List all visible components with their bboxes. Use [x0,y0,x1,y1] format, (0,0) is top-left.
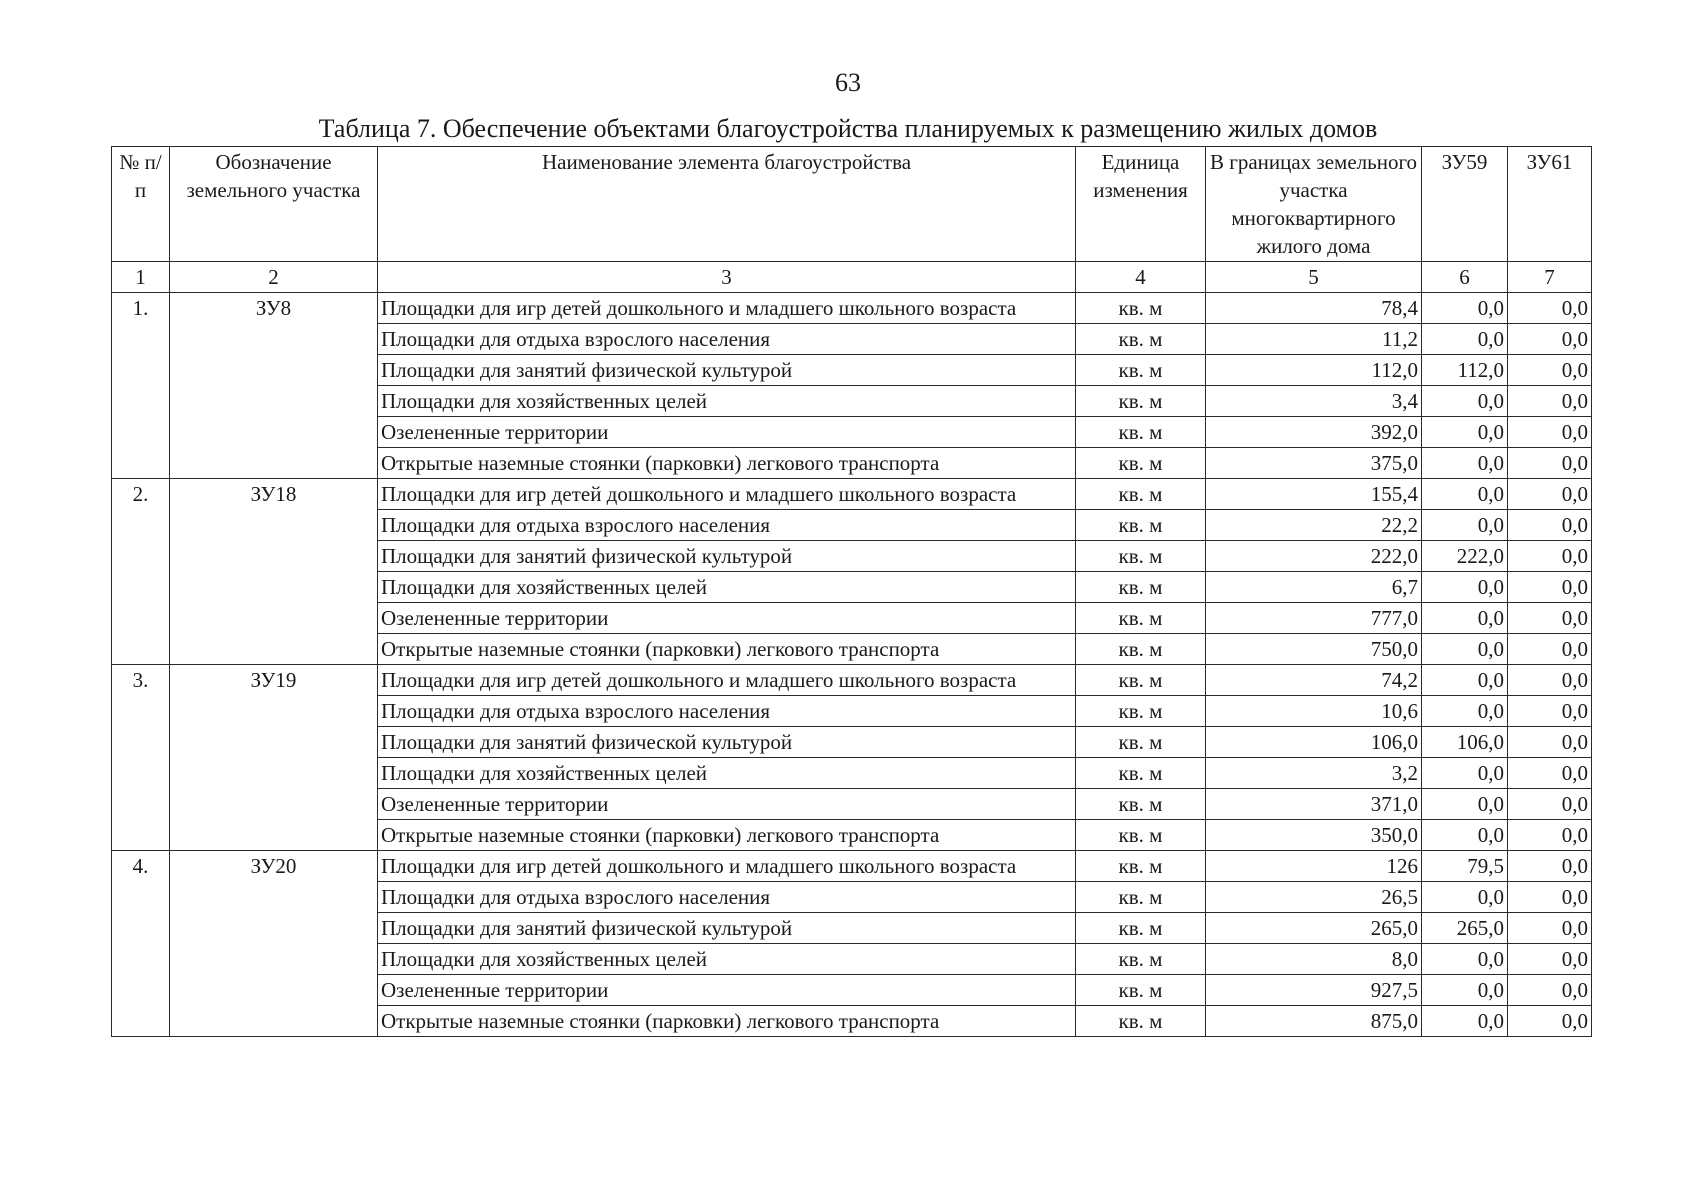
page-number: 63 [835,68,861,97]
value-zu61: 0,0 [1508,696,1592,727]
value-zu59: 265,0 [1422,913,1508,944]
value-zu61: 0,0 [1508,882,1592,913]
value-zu59: 0,0 [1422,634,1508,665]
value-within: 22,2 [1206,510,1422,541]
column-number: 7 [1508,262,1592,293]
value-within: 74,2 [1206,665,1422,696]
value-zu59: 0,0 [1422,789,1508,820]
value-zu61: 0,0 [1508,510,1592,541]
unit-cell: кв. м [1076,479,1206,510]
element-name: Открытые наземные стоянки (парковки) легкового транспорта [378,448,1076,479]
row-number: 1. [112,293,170,479]
value-within: 78,4 [1206,293,1422,324]
element-name: Площадки для отдыха взрослого населения [378,324,1076,355]
plot-designation: ЗУ19 [170,665,378,851]
plot-designation: ЗУ18 [170,479,378,665]
header-element: Наименование элемента благоустройства [378,147,1076,262]
element-name: Площадки для занятий физической культурой [378,541,1076,572]
value-zu61: 0,0 [1508,758,1592,789]
value-zu59: 106,0 [1422,727,1508,758]
value-within: 112,0 [1206,355,1422,386]
value-within: 371,0 [1206,789,1422,820]
unit-cell: кв. м [1076,851,1206,882]
value-within: 392,0 [1206,417,1422,448]
value-within: 375,0 [1206,448,1422,479]
header-unit: Единица изменения [1076,147,1206,262]
value-within: 875,0 [1206,1006,1422,1037]
element-name: Озелененные территории [378,789,1076,820]
unit-cell: кв. м [1076,944,1206,975]
column-number: 1 [112,262,170,293]
value-zu61: 0,0 [1508,324,1592,355]
unit-cell: кв. м [1076,510,1206,541]
row-number: 2. [112,479,170,665]
column-number: 6 [1422,262,1508,293]
value-zu61: 0,0 [1508,789,1592,820]
header-row [112,147,1592,262]
element-name: Открытые наземные стоянки (парковки) легкового транспорта [378,634,1076,665]
value-zu59: 0,0 [1422,944,1508,975]
element-name: Площадки для занятий физической культурой [378,913,1076,944]
column-number: 2 [170,262,378,293]
value-within: 777,0 [1206,603,1422,634]
value-zu59: 222,0 [1422,541,1508,572]
column-number-row [112,262,1592,293]
element-name: Площадки для хозяйственных целей [378,944,1076,975]
value-zu61: 0,0 [1508,727,1592,758]
value-zu61: 0,0 [1508,355,1592,386]
value-within: 10,6 [1206,696,1422,727]
element-name: Площадки для занятий физической культурой [378,355,1076,386]
unit-cell: кв. м [1076,913,1206,944]
header-no: № п/п [112,147,170,262]
value-zu59: 0,0 [1422,820,1508,851]
value-zu59: 112,0 [1422,355,1508,386]
element-name: Озелененные территории [378,603,1076,634]
unit-cell: кв. м [1076,665,1206,696]
unit-cell: кв. м [1076,355,1206,386]
unit-cell: кв. м [1076,820,1206,851]
value-zu59: 0,0 [1422,417,1508,448]
value-within: 222,0 [1206,541,1422,572]
value-zu59: 0,0 [1422,758,1508,789]
element-name: Площадки для хозяйственных целей [378,572,1076,603]
improvement-table [111,146,1592,1037]
element-name: Площадки для отдыха взрослого населения [378,882,1076,913]
header-zu61: ЗУ61 [1508,147,1592,262]
row-number: 3. [112,665,170,851]
unit-cell: кв. м [1076,572,1206,603]
value-within: 6,7 [1206,572,1422,603]
value-within: 3,4 [1206,386,1422,417]
unit-cell: кв. м [1076,541,1206,572]
value-zu61: 0,0 [1508,479,1592,510]
value-within: 26,5 [1206,882,1422,913]
value-zu59: 0,0 [1422,293,1508,324]
value-zu61: 0,0 [1508,603,1592,634]
value-zu59: 0,0 [1422,1006,1508,1037]
element-name: Озелененные территории [378,975,1076,1006]
value-zu59: 0,0 [1422,665,1508,696]
element-name: Площадки для хозяйственных целей [378,386,1076,417]
header-zu59: ЗУ59 [1422,147,1508,262]
unit-cell: кв. м [1076,1006,1206,1037]
element-name: Площадки для отдыха взрослого населения [378,696,1076,727]
unit-cell: кв. м [1076,293,1206,324]
unit-cell: кв. м [1076,882,1206,913]
element-name: Озелененные территории [378,417,1076,448]
value-within: 155,4 [1206,479,1422,510]
element-name: Открытые наземные стоянки (парковки) легкового транспорта [378,1006,1076,1037]
unit-cell: кв. м [1076,727,1206,758]
value-zu61: 0,0 [1508,851,1592,882]
value-zu61: 0,0 [1508,448,1592,479]
value-zu61: 0,0 [1508,386,1592,417]
header-plot: Обозначение земельного участка [170,147,378,262]
value-zu59: 0,0 [1422,603,1508,634]
value-zu61: 0,0 [1508,820,1592,851]
element-name: Площадки для игр детей дошкольного и младшего школьного возраста [378,479,1076,510]
element-name: Открытые наземные стоянки (парковки) легкового транспорта [378,820,1076,851]
value-zu59: 0,0 [1422,386,1508,417]
value-zu61: 0,0 [1508,417,1592,448]
value-zu61: 0,0 [1508,913,1592,944]
element-name: Площадки для игр детей дошкольного и младшего школьного возраста [378,293,1076,324]
header-within: В границах земельного участка многоквартирного жилого дома [1206,147,1422,262]
value-zu59: 0,0 [1422,479,1508,510]
column-number: 5 [1206,262,1422,293]
value-zu59: 0,0 [1422,510,1508,541]
value-zu59: 79,5 [1422,851,1508,882]
row-number: 4. [112,851,170,1037]
unit-cell: кв. м [1076,386,1206,417]
value-zu59: 0,0 [1422,324,1508,355]
value-within: 8,0 [1206,944,1422,975]
unit-cell: кв. м [1076,696,1206,727]
plot-designation: ЗУ20 [170,851,378,1037]
value-zu61: 0,0 [1508,944,1592,975]
value-zu61: 0,0 [1508,634,1592,665]
unit-cell: кв. м [1076,324,1206,355]
table-title: Таблица 7. Обеспечение объектами благоустройства планируемых к размещению жилых домов [318,114,1378,143]
element-name: Площадки для отдыха взрослого населения [378,510,1076,541]
table-row [112,851,1592,882]
value-within: 126 [1206,851,1422,882]
value-zu61: 0,0 [1508,975,1592,1006]
value-within: 927,5 [1206,975,1422,1006]
value-zu59: 0,0 [1422,696,1508,727]
value-zu59: 0,0 [1422,975,1508,1006]
unit-cell: кв. м [1076,417,1206,448]
element-name: Площадки для хозяйственных целей [378,758,1076,789]
unit-cell: кв. м [1076,448,1206,479]
value-zu59: 0,0 [1422,882,1508,913]
column-number: 3 [378,262,1076,293]
element-name: Площадки для игр детей дошкольного и младшего школьного возраста [378,665,1076,696]
value-zu61: 0,0 [1508,293,1592,324]
value-within: 3,2 [1206,758,1422,789]
value-within: 750,0 [1206,634,1422,665]
value-within: 106,0 [1206,727,1422,758]
unit-cell: кв. м [1076,634,1206,665]
unit-cell: кв. м [1076,789,1206,820]
column-number: 4 [1076,262,1206,293]
unit-cell: кв. м [1076,975,1206,1006]
value-zu59: 0,0 [1422,448,1508,479]
value-zu61: 0,0 [1508,665,1592,696]
element-name: Площадки для игр детей дошкольного и младшего школьного возраста [378,851,1076,882]
value-zu61: 0,0 [1508,572,1592,603]
value-within: 265,0 [1206,913,1422,944]
table-row [112,293,1592,324]
value-zu61: 0,0 [1508,541,1592,572]
unit-cell: кв. м [1076,603,1206,634]
unit-cell: кв. м [1076,758,1206,789]
table-row [112,665,1592,696]
plot-designation: ЗУ8 [170,293,378,479]
value-within: 350,0 [1206,820,1422,851]
value-zu59: 0,0 [1422,572,1508,603]
table-row [112,479,1592,510]
element-name: Площадки для занятий физической культурой [378,727,1076,758]
value-zu61: 0,0 [1508,1006,1592,1037]
value-within: 11,2 [1206,324,1422,355]
